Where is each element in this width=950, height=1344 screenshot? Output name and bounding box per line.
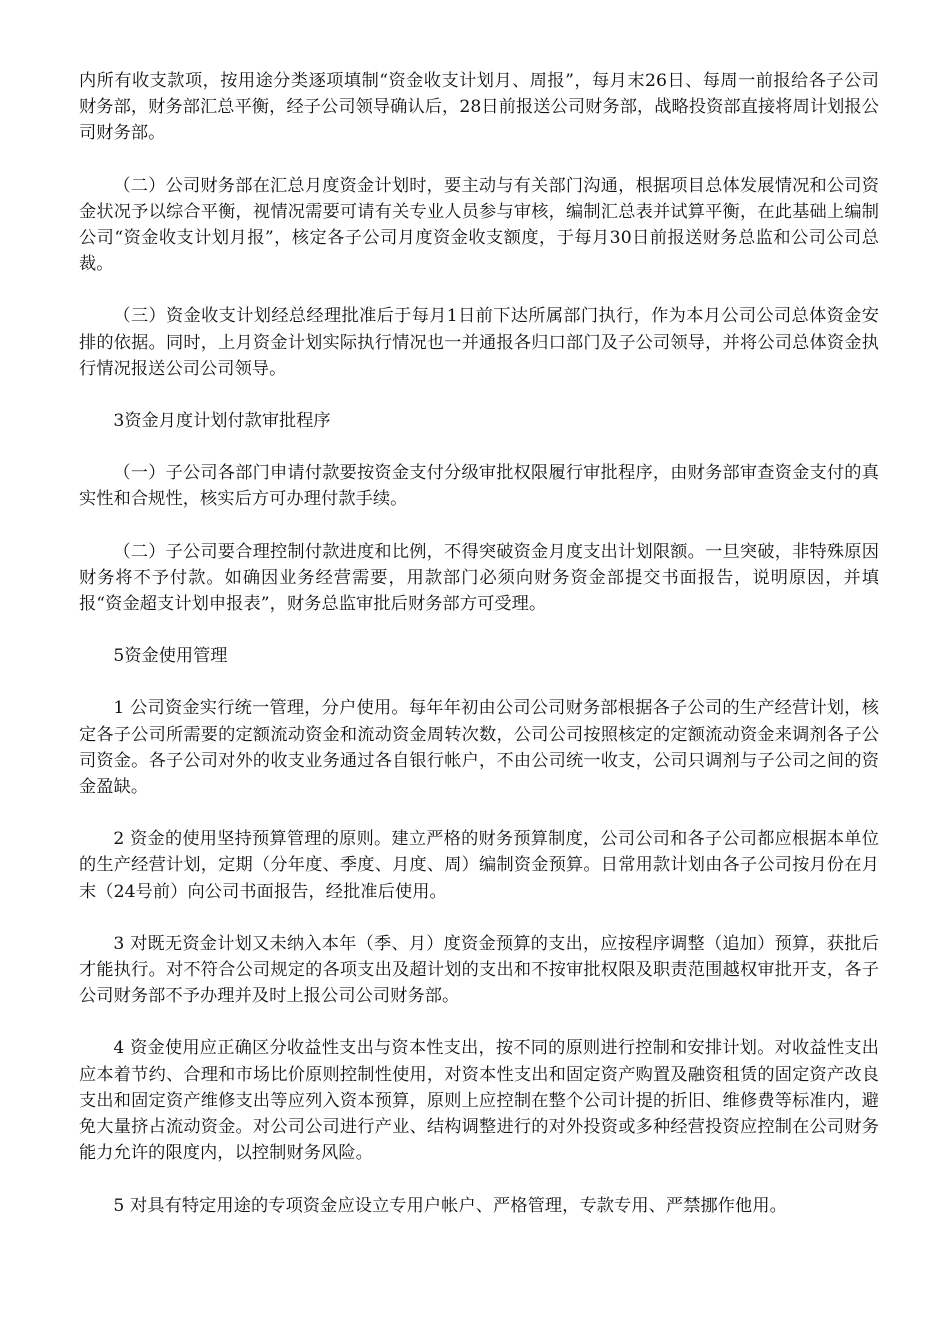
paragraph-item-2: （二）公司财务部在汇总月度资金计划时，要主动与有关部门沟通，根据项目总体发展情况和公司资金状况予以综合平衡，视情况需要可请有关专业人员参与审核，编制汇总表并试算平衡，在此基础上编制公司“资金收支计划月报”，核定各子公司月度资金收支额度，于每月30日前报送财务总监和公司公司总裁。: [79, 175, 879, 275]
paragraph-payment-2: （二）子公司要合理控制付款进度和比例，不得突破资金月度支出计划限额。一旦突破，非特殊原因财务将不予付款。如确因业务经营需要，用款部门必须向财务资金部提交书面报告，说明原因，并填报“资金超支计划申报表”，财务总监审批后财务部方可受理。: [79, 541, 879, 615]
section-heading-fund-usage: 5资金使用管理: [113, 646, 228, 667]
paragraph-usage-1: 1 公司资金实行统一管理，分户使用。每年年初由公司公司财务部根据各子公司的生产经营计划，核定各子公司所需要的定额流动资金和流动资金周转次数，公司公司按照核定的定额流动资金来调剂各子公司资金。各子公司对外的收支业务通过各自银行帐户，不由公司统一收支，公司只调剂与子公司之间的资金盈缺。: [79, 698, 879, 798]
paragraph-usage-5: 5 对具有特定用途的专项资金应设立专用户帐户、严格管理，专款专用、严禁挪作他用。: [113, 1195, 787, 1216]
paragraph-usage-4: 4 资金使用应正确区分收益性支出与资本性支出，按不同的原则进行控制和安排计划。对收益性支出应本着节约、合理和市场比价原则控制性使用，对资本性支出和固定资产购置及融资租赁的固定资产改良支出和固定资产维修支出等应列入资本预算，原则上应控制在整个公司计提的折旧、维修费等标准内，避免大量挤占流动资金。对公司公司进行产业、结构调整进行的对外投资或多种经营投资应控制在公司财务能力允许的限度内，以控制财务风险。: [79, 1038, 879, 1164]
section-heading-payment-approval: 3资金月度计划付款审批程序: [113, 411, 331, 432]
paragraph-payment-1: （一）子公司各部门申请付款要按资金支付分级审批权限履行审批程序，由财务部审查资金支付的真实性和合规性，核实后方可办理付款手续。: [79, 463, 879, 510]
document-page: [79, 68, 879, 1245]
paragraph-usage-3: 3 对既无资金计划又未纳入本年（季、月）度资金预算的支出，应按程序调整（追加）预算，获批后才能执行。对不符合公司规定的各项支出及超计划的支出和不按审批权限及职责范围越权审批开支，各子公司财务部不予办理并及时上报公司公司财务部。: [79, 933, 879, 1007]
paragraph-usage-2: 2 资金的使用坚持预算管理的原则。建立严格的财务预算制度，公司公司和各子公司都应根据本单位的生产经营计划，定期（分年度、季度、月度、周）编制资金预算。日常用款计划由各子公司按月份在月末（24号前）向公司书面报告，经批准后使用。: [79, 829, 879, 902]
paragraph-continuation: 内所有收支款项，按用途分类逐项填制“资金收支计划月、周报”，每月末26日、每周一前报给各子公司财务部，财务部汇总平衡，经子公司领导确认后，28日前报送公司财务部，战略投资部直接将周计划报公司财务部。: [79, 71, 880, 144]
paragraph-item-3: （三）资金收支计划经总经理批准后于每月1日前下达所属部门执行，作为本月公司公司总体资金安排的依据。同时，上月资金计划实际执行情况也一并通报各归口部门及子公司领导，并将公司总体资金执行情况报送公司公司领导。: [79, 306, 879, 379]
